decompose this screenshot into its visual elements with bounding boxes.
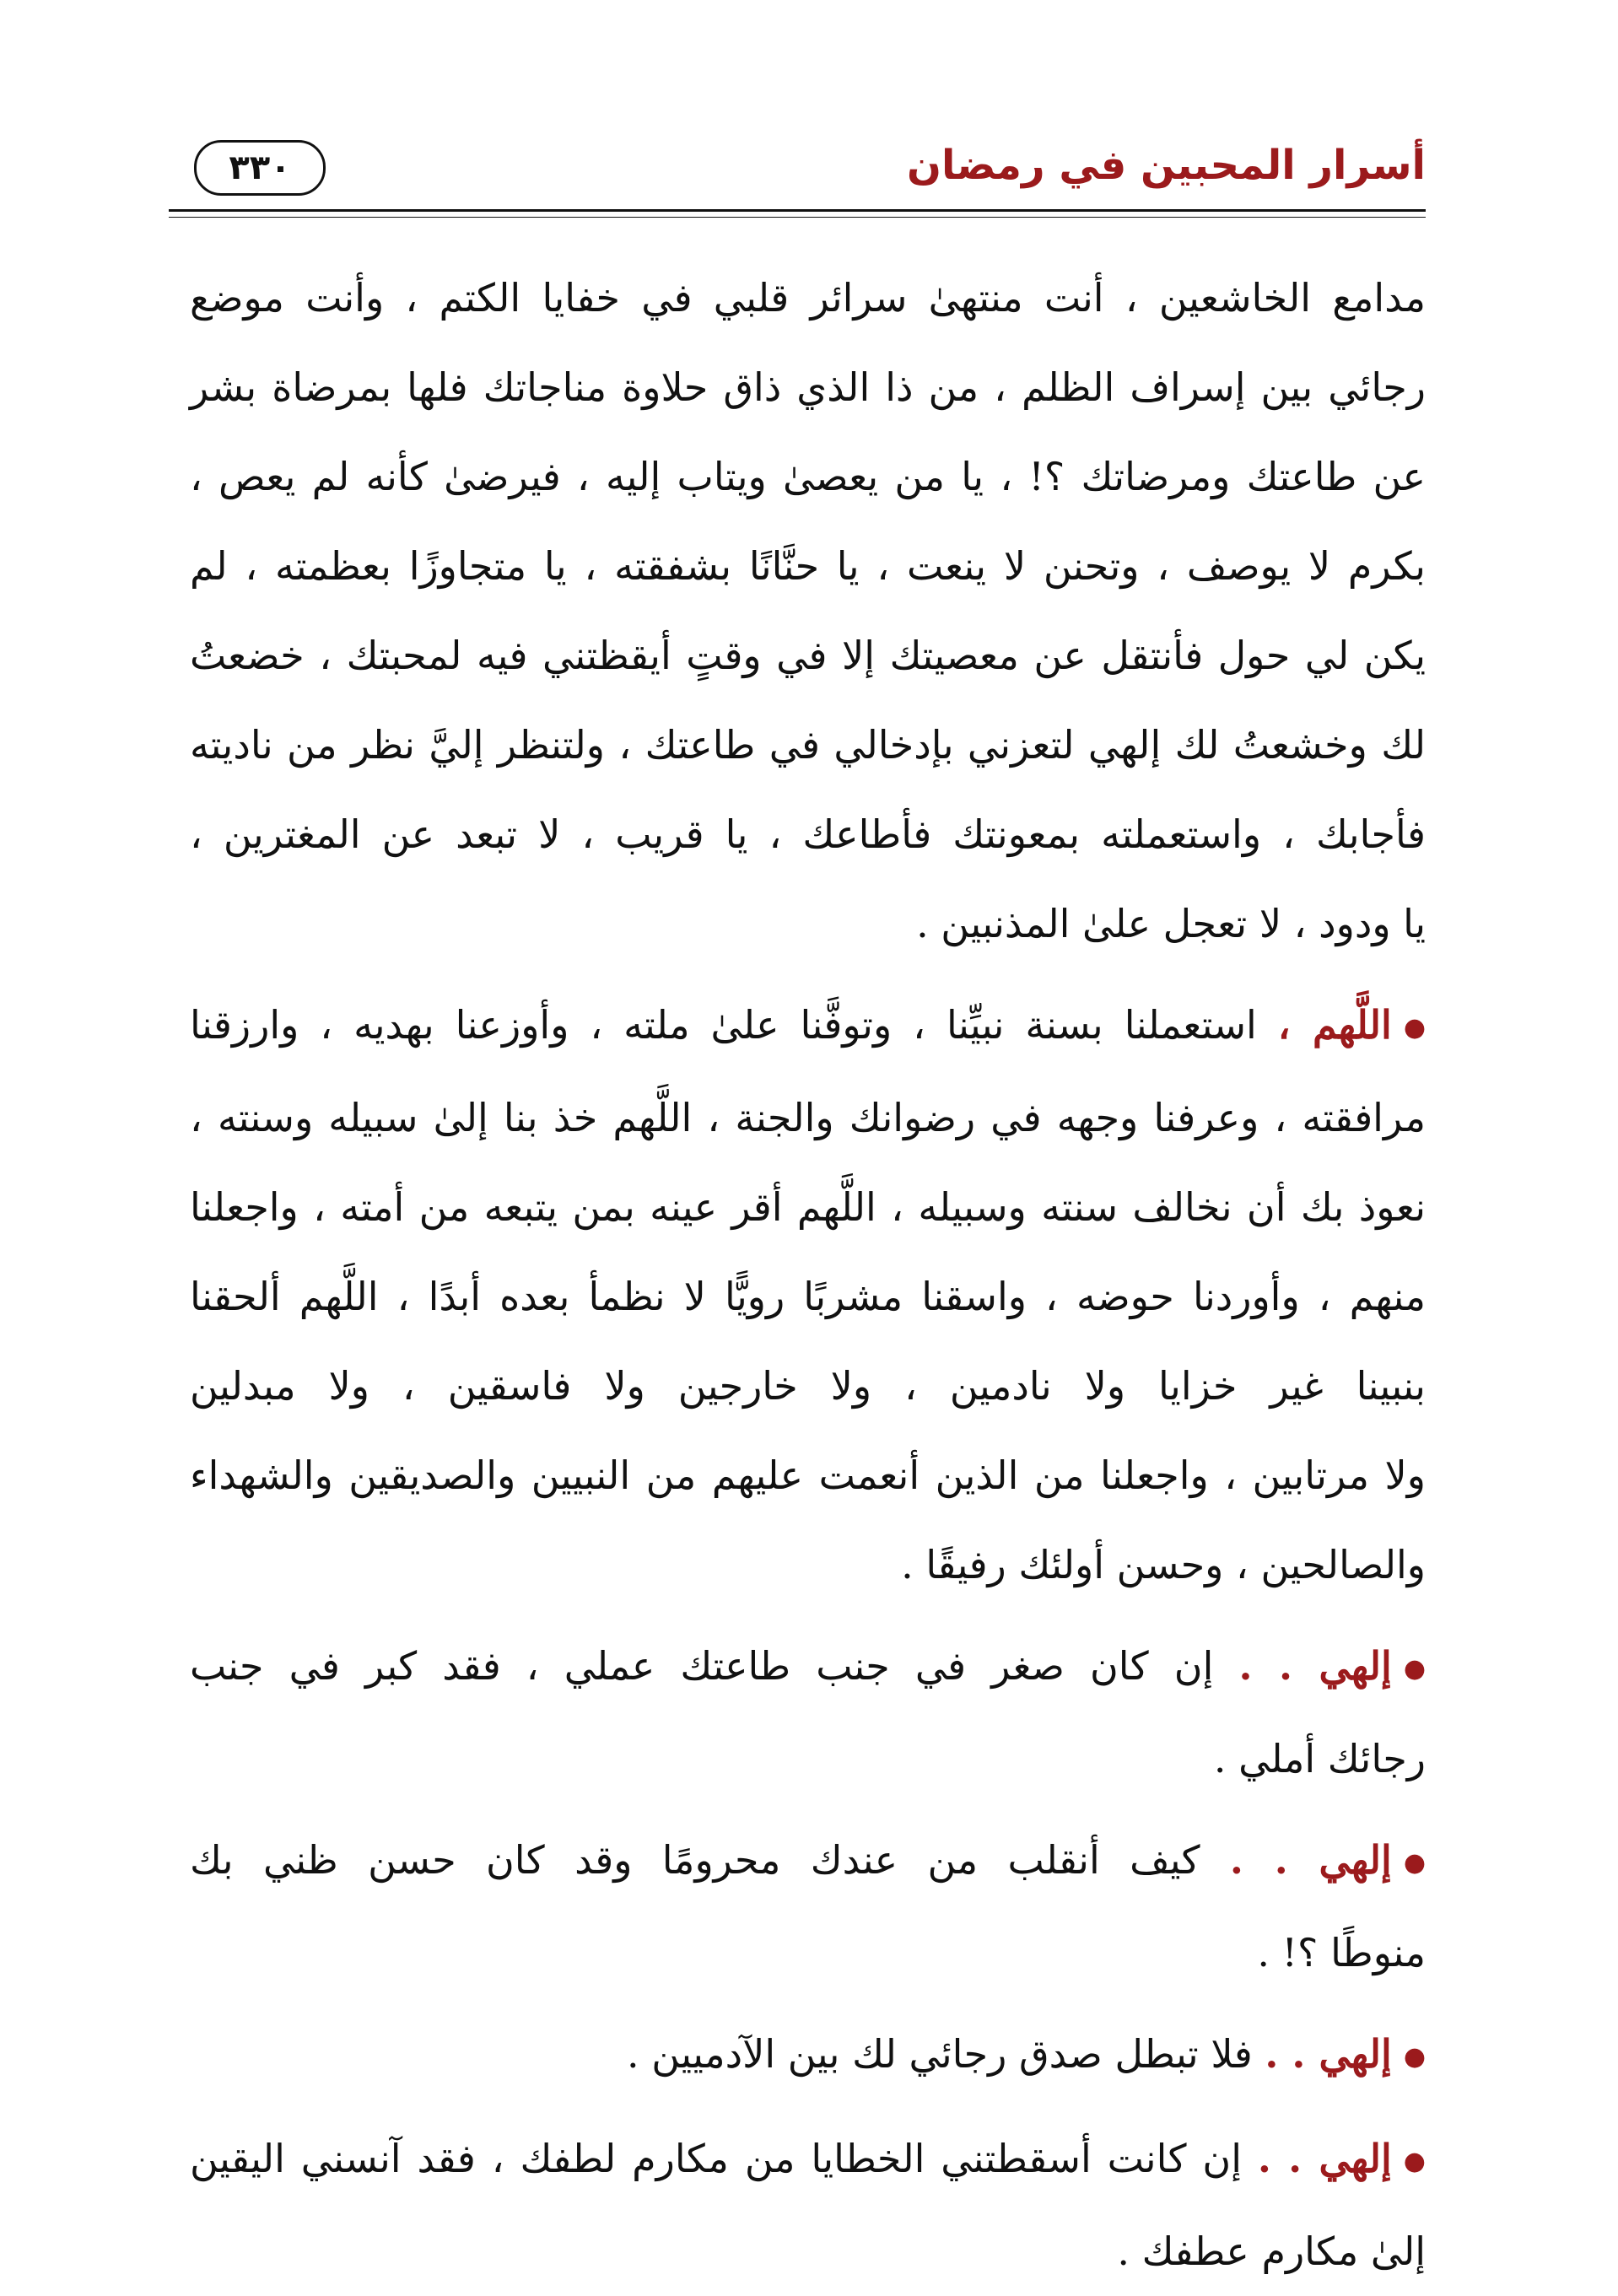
text-line: يا ودود ، لا تعجل علىٰ المذنبين . (916, 901, 1426, 946)
page-number: ٣٣٠ (229, 148, 291, 187)
paragraph-1 (190, 253, 1426, 968)
page-header (169, 135, 1426, 219)
page-body (190, 253, 1426, 2296)
bullet-dot-icon: ● (1403, 2042, 1426, 2072)
text-line: والصالحين ، وحسن أولئك رفيقًا . (901, 1542, 1426, 1587)
lead-word: إلهي . . (1229, 1837, 1392, 1883)
bullet-dot-icon: ● (1403, 2147, 1426, 2176)
text-line: منوطًا ؟! . (1257, 1930, 1426, 1975)
page-number-badge (194, 140, 326, 196)
text-segment: استعملنا بسنة نبيِّنا ، وتوفَّنا علىٰ ملته ، وأوزعنا بهديه ، وارزقنا (190, 1002, 1257, 1048)
text-line: بكرم لا يوصف ، وتحنن لا ينعت ، يا حنَّانًا بشفقته ، يا متجاوزًا بعظمته ، لم (190, 543, 1426, 589)
text-line: مرافقته ، وعرفنا وجهه في رضوانك والجنة ، اللَّهم خذ بنا إلىٰ سبيله وسنته ، (190, 1095, 1426, 1140)
text-segment: إن كانت أسقطتني الخطايا من مكارم لطفك ، فقد آنسني اليقين (190, 2136, 1242, 2181)
lead-word: اللَّهم ، (1277, 1002, 1392, 1048)
paragraph-6 (190, 2114, 1426, 2296)
text-line: رجائك أملي . (1213, 1736, 1426, 1781)
text-line: عن طاعتك ومرضاتك ؟! ، يا من يعصىٰ ويتاب إليه ، فيرضىٰ كأنه لم يعص ، (190, 454, 1426, 499)
text-line: نعوذ بك أن نخالف سنته وسبيله ، اللَّهم أقر عينه بمن يتبعه من أمته ، واجعلنا (190, 1184, 1426, 1230)
text-line-lead (190, 1621, 1426, 1714)
bullet-dot-icon: ● (1403, 1013, 1427, 1043)
paragraph-5 (190, 2009, 1426, 2102)
header-rule (169, 209, 1426, 212)
text-line: بنبينا غير خزايا ولا نادمين ، ولا خارجين ولا فاسقين ، ولا مبدلين (190, 1363, 1426, 1409)
book-title: أسرار المحبين في رمضان (907, 142, 1426, 189)
lead-word: إلهي . . (1265, 2031, 1392, 2077)
text-line-lead (190, 1815, 1426, 1908)
text-segment: إن كان صغر في جنب طاعتك عملي ، فقد كبر في جنب (190, 1643, 1214, 1689)
text-line: رجائي بين إسراف الظلم ، من ذا الذي ذاق حلاوة مناجاتك فلها بمرضاة بشر (190, 364, 1426, 410)
text-line-lead (190, 2009, 1426, 2102)
text-line: يكن لي حول فأنتقل عن معصيتك إلا في وقتٍ أيقظتني فيه لمحبتك ، خضعتُ (190, 633, 1426, 678)
lead-word: إلهي . . (1238, 1643, 1392, 1689)
text-line: فأجابك ، واستعملته بمعونتك فأطاعك ، يا قريب ، لا تبعد عن المغترين ، (190, 811, 1426, 857)
lead-word: إلهي . . (1257, 2136, 1392, 2181)
text-line: منهم ، وأوردنا حوضه ، واسقنا مشربًا رويًّا لا نظمأ بعده أبدًا ، اللَّهم ألحقنا (190, 1274, 1426, 1319)
header-rule-thin (169, 217, 1426, 218)
bullet-dot-icon: ● (1403, 1848, 1427, 1878)
paragraph-2 (190, 980, 1426, 1609)
paragraph-3 (190, 1621, 1426, 1803)
text-line-lead (190, 980, 1426, 1073)
paragraph-4 (190, 1815, 1426, 1997)
text-line: مدامع الخاشعين ، أنت منتهىٰ سرائر قلبي في خفايا الكتم ، وأنت موضع (190, 275, 1426, 321)
text-line: لك وخشعتُ لك إلهي لتعزني بإدخالي في طاعتك ، ولتنظر إليَّ نظر من ناديته (190, 722, 1426, 768)
text-line-lead (190, 2114, 1426, 2207)
text-line: ولا مرتابين ، واجعلنا من الذين أنعمت عليهم من النبيين والصديقين والشهداء (190, 1453, 1426, 1498)
text-segment: فلا تبطل صدق رجائي لك بين الآدميين . (627, 2031, 1253, 2077)
bullet-dot-icon: ● (1403, 1654, 1427, 1684)
text-line: إلىٰ مكارم عطفك . (1117, 2229, 1426, 2274)
text-segment: كيف أنقلب من عندك محرومًا وقد كان حسن ظني بك (190, 1837, 1200, 1883)
